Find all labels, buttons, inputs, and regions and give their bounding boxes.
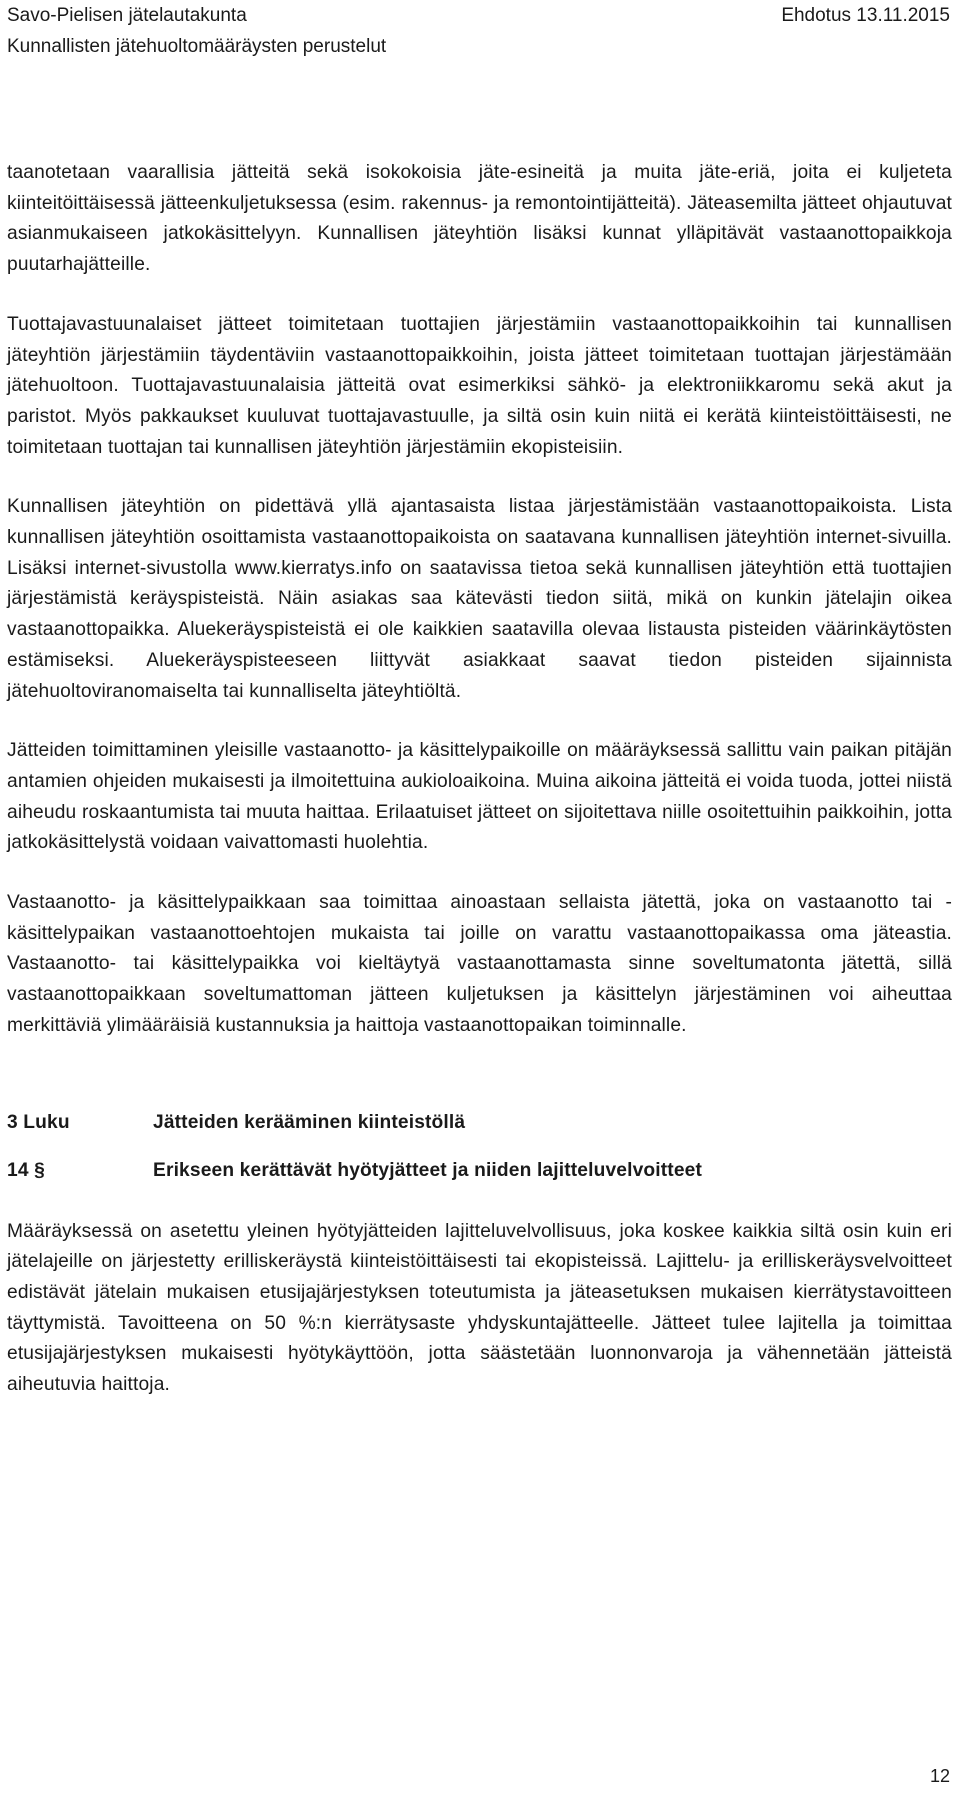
chapter-title: Jätteiden kerääminen kiinteistöllä bbox=[153, 1111, 466, 1133]
section-title: Erikseen kerättävät hyötyjätteet ja niiden lajitteluvelvoitteet bbox=[153, 1159, 703, 1181]
header-row-bottom bbox=[7, 34, 950, 60]
section-number: 14 § bbox=[7, 1159, 45, 1181]
header-subtitle: Kunnallisten jätehuoltomääräysten perustelut bbox=[7, 36, 387, 57]
paragraph-delivery-rules: Jätteiden toimittaminen yleisille vastaanotto- ja käsittelypaikoille on määräyksessä sallittu vain paikan pitäjän antamien ohjeiden mukaisesti ja ilmoitettuina aukioloaikoina. Muina aikoina jätteitä ei voida tuoda, jottei niistä aiheudu roskaantumista tai muuta haittaa. Erilaatuiset jätteet on sijoitettava niille osoitettuihin paikkoihin, jotta jatkokäsittelystä voidaan vaivattomasti huolehtia. bbox=[7, 740, 952, 854]
paragraph-reception-list: Kunnallisen jäteyhtiön on pidettävä yllä ajantasaista listaa järjestämistään vastaanottopaikoista. Lista kunnallisen jäteyhtiön osoittamista vastaanottopaikoista on saatavana kunnallisen jäteyhtiön internet-sivuilla. Lisäksi internet-sivustolla www.kierratys.info on saatavissa tietoa sekä kunnallisen jäteyhtiön että tuottajien järjestämistä keräyspisteistä. Näin asiakas saa kätevästi tiedon siitä, mikä on kunkin jätelajin oikea vastaanottopaikka. Aluekeräyspisteistä ei ole kaikkien saatavilla olevaa listausta pisteiden väärinkäytösten estämiseksi. Aluekeräyspisteeseen liittyvät asiakkaat saavat tiedon pisteiden sijainnista jätehuoltoviranomaiselta tai kunnalliselta jäteyhtiöltä. bbox=[7, 496, 952, 702]
page-header bbox=[0, 0, 960, 60]
header-organization: Savo-Pielisen jätelautakunta bbox=[7, 5, 247, 26]
header-row-top bbox=[7, 3, 950, 29]
page-number: 12 bbox=[929, 1766, 950, 1786]
paragraph-producer-responsibility: Tuottajavastuunalaiset jätteet toimitetaan tuottajien järjestämiin vastaanottopaikkoihin tai kunnallisen jäteyhtiön järjestämiin täydentäviin vastaanottopaikkoihin, joista jätteet toimitetaan tuottajan järjestämään jätehuoltoon. Tuottajavastuunalaisia jätteitä ovat esimerkiksi sähkö- ja elektroniikkaromu sekä akut ja paristot. Myös pakkaukset kuuluvat tuottajavastuulle, ja siltä osin kuin niitä ei kerätä kiinteistöittäisesti, ne toimitetaan tuottajan tai kunnallisen jäteyhtiön järjestämiin ekopisteisiin. bbox=[7, 313, 952, 458]
document-body bbox=[7, 158, 952, 1401]
section-heading bbox=[7, 1156, 952, 1186]
chapter-heading bbox=[7, 1108, 952, 1138]
paragraph-acceptance-terms: Vastaanotto- ja käsittelypaikkaan saa toimittaa ainoastaan sellaista jätettä, joka on vastaanotto tai -käsittelypaikan vastaanottoehtojen mukaista tai joille on varattu vastaanottopaikassa oma jäteastia. Vastaanotto- tai käsittelypaikka voi kieltäytyä vastaanottamasta sinne soveltumatonta jätettä, sillä vastaanottopaikkaan soveltumattoman jätteen kuljetuksen ja käsittelyn järjestäminen voi aiheuttaa merkittäviä ylimääräisiä kustannuksia ja haittoja vastaanottopaikan toiminnalle. bbox=[7, 892, 952, 1036]
paragraph-reception-sites: taanotetaan vaarallisia jätteitä sekä isokokoisia jäte-esineitä ja muita jäte-eriä, joita ei kuljeteta kiinteitöittäisessä jätteenkuljetuksessa (esim. rakennus- ja remontointijätteitä). Jäteasemilta jätteet ohjautuvat asianmukaiseen jatkokäsittelyyn. Kunnallisen jäteyhtiön lisäksi kunnat ylläpitävät vastaanottopaikkoja puutarhajätteille. bbox=[7, 162, 952, 276]
paragraph-sorting-obligation: Määräyksessä on asetettu yleinen hyötyjätteiden lajitteluvelvollisuus, joka koskee kaikkia siltä osin kuin eri jätelajeille on järjestetty erilliskeräystä kiinteistöittäisesti tai ekopisteissä. Lajittelu- ja erilliskeräysvelvoitteet edistävät jätelain mukaisen etusijajärjestyksen toteutumista ja jäteasetuksen mukaisen kierrätystavoitteen täyttymistä. Tavoitteena on 50 %:n kierrätysaste yhdyskuntajätteelle. Jätteet tulee lajitella ja toimittaa etusijajärjestyksen mukaisesti hyötykäyttöön, jotta säästetään luonnonvaroja ja vähennetään jätteistä aiheutuvia haittoja. bbox=[7, 1220, 952, 1396]
chapter-number: 3 Luku bbox=[7, 1111, 70, 1133]
header-draft-date: Ehdotus 13.11.2015 bbox=[781, 5, 950, 26]
